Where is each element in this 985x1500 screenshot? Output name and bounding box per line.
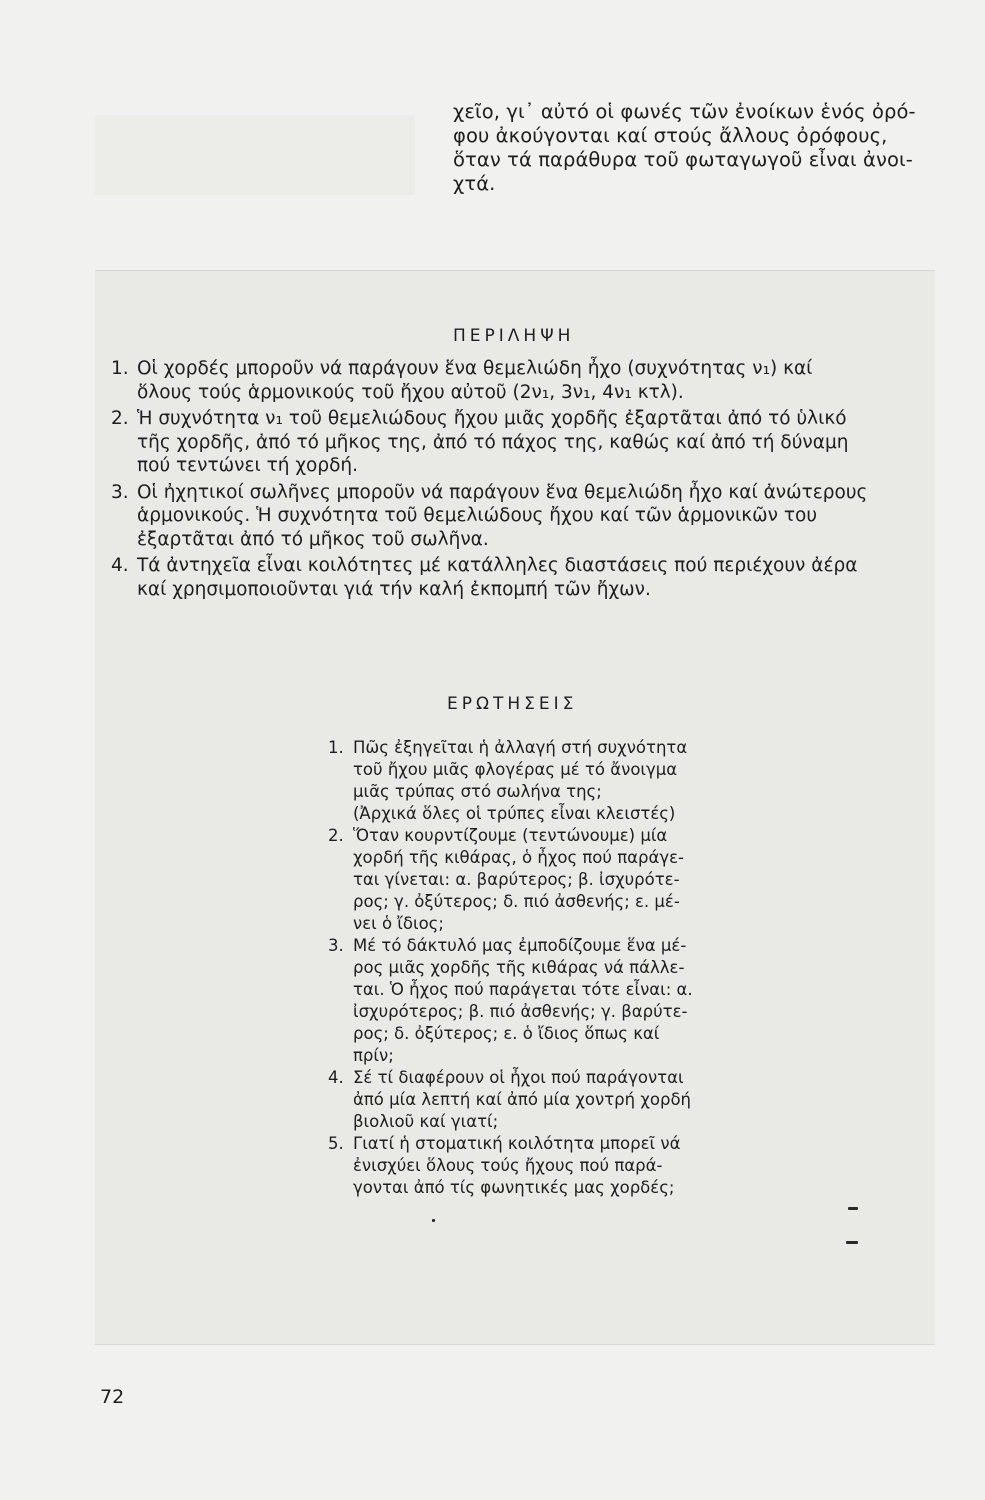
question-line: Γιατί ἡ στοματική κοιλότητα μπορεῖ νά [353,1134,681,1153]
summary-item-line: Ἡ συχνότητα ν₁ τοῦ θεμελιώδους ἤχου μιᾶς χορδῆς ἐξαρτᾶται ἀπό τό ὑλικό [137,408,847,429]
summary-item-line: Οἱ ἠχητικοί σωλῆνες μποροῦν νά παράγουν ἕνα θεμελιώδη ἦχο καί ἀνώτερους [137,481,868,503]
question-line: ται γίνεται: α. βαρύτερος; β. ἰσχυρότε- [353,870,680,889]
summary-item-line: Τά ἀντηχεῖα εἶναι κοιλότητες μέ κατάλληλες διαστάσεις πού περιέχουν ἀέρα [137,555,858,576]
question-item [318,1133,718,1199]
intro-line: ὅταν τά παράθυρα τοῦ φωταγωγοῦ εἶναι ἀνοι- [453,148,913,171]
questions-list [318,737,718,1199]
show-through-edge [95,1344,935,1345]
question-line: ρος μιᾶς χορδῆς τῆς κιθάρας νά πάλλε- [353,958,685,977]
intro-line: χτά. [453,172,496,195]
question-line: ται. Ὁ ἦχος πού παράγεται τότε εἶναι: α. [353,980,693,999]
question-number: 3. [328,936,344,955]
question-line: χορδή τῆς κιθάρας, ὁ ἦχος πού παράγε- [353,848,684,867]
question-item [318,825,718,935]
question-number: 1. [328,738,344,757]
summary-item [103,357,923,404]
question-line: μιᾶς τρύπας στό σωλήνα της; [353,782,602,801]
scan-speck [846,1241,858,1244]
question-item [318,737,718,825]
show-through-edge [95,270,935,271]
question-line: βιολιοῦ καί γιατί; [353,1112,499,1131]
summary-list [103,357,923,604]
summary-heading: ΠΕΡΙΛΗΨΗ [453,326,575,346]
intro-paragraph [453,100,943,196]
intro-line: χεῖο, γι᾽ αὐτό οἱ φωνές τῶν ἐνοίκων ἑνός ὀρό- [453,100,916,123]
question-line: (Ἀρχικά ὅλες οἱ τρύπες εἶναι κλειστές) [353,804,676,823]
question-line: ἰσχυρότερος; β. πιό ἀσθενής; γ. βαρύτε- [353,1002,688,1021]
question-line: γονται ἀπό τίς φωνητικές μας χορδές; [353,1178,675,1197]
scan-speck [432,1219,435,1222]
summary-item-line: πού τεντώνει τή χορδή. [137,455,359,476]
question-item [318,935,718,1067]
question-line: πρίν; [353,1046,394,1065]
question-item [318,1067,718,1133]
show-through-top [95,115,415,195]
question-line: Σέ τί διαφέρουν οἱ ἦχοι πού παράγονται [353,1068,684,1087]
question-number: 2. [328,826,344,845]
question-number: 4. [328,1068,344,1087]
summary-item-number: 2. [111,408,129,429]
summary-item-number: 3. [111,481,129,503]
summary-item-number: 1. [111,358,129,379]
question-number: 5. [328,1134,344,1153]
question-line: Ὅταν κουρντίζουμε (τεντώνουμε) μία [353,826,668,845]
question-line: ρος; γ. ὀξύτερος; δ. πιό ἀσθενής; ε. μέ- [353,892,680,911]
scan-speck [848,1207,858,1210]
summary-item-line: ὅλους τούς ἁρμονικούς τοῦ ἤχου αὐτοῦ (2ν₁, 3ν₁, 4ν₁ κτλ). [137,381,684,403]
summary-item-number: 4. [111,555,129,576]
question-line: τοῦ ἤχου μιᾶς φλογέρας μέ τό ἄνοιγμα [353,760,678,779]
page-number: 72 [100,1386,125,1408]
summary-item [103,554,923,601]
question-line: ἀπό μία λεπτή καί ἀπό μία χοντρή χορδή [353,1090,691,1109]
question-line: νει ὁ ἴδιος; [353,914,444,933]
summary-item-line: καί χρησιμοποιοῦνται γιά τήν καλή ἐκπομπή τῶν ἤχων. [137,578,651,600]
summary-item-line: ἁρμονικούς. Ἡ συχνότητα τοῦ θεμελιώδους ἤχου καί τῶν ἁρμονικῶν του [137,505,818,526]
summary-item-line: ἐξαρτᾶται ἀπό τό μῆκος τοῦ σωλῆνα. [137,528,489,550]
summary-item-line: τῆς χορδῆς, ἀπό τό μῆκος της, ἀπό τό πάχος της, καθώς καί ἀπό τή δύναμη [137,431,849,453]
questions-heading: ΕΡΩΤΗΣΕΙΣ [447,694,578,714]
question-line: ἐνισχύει ὅλους τούς ἤχους πού παρά- [353,1156,663,1175]
summary-item-line: Οἱ χορδές μποροῦν νά παράγουν ἕνα θεμελιώδη ἦχο (συχνότητας ν₁) καί [137,358,813,379]
question-line: Πῶς ἐξηγεῖται ἡ ἀλλαγή στή συχνότητα [353,738,688,757]
question-line: ρος; δ. ὀξύτερος; ε. ὁ ἴδιος ὅπως καί [353,1024,660,1043]
summary-item [103,481,923,552]
summary-item [103,407,923,478]
intro-line: φου ἀκούγονται καί στούς ἄλλους ὀρόφους, [453,124,888,147]
question-line: Μέ τό δάκτυλό μας ἐμποδίζουμε ἕνα μέ- [353,936,687,955]
